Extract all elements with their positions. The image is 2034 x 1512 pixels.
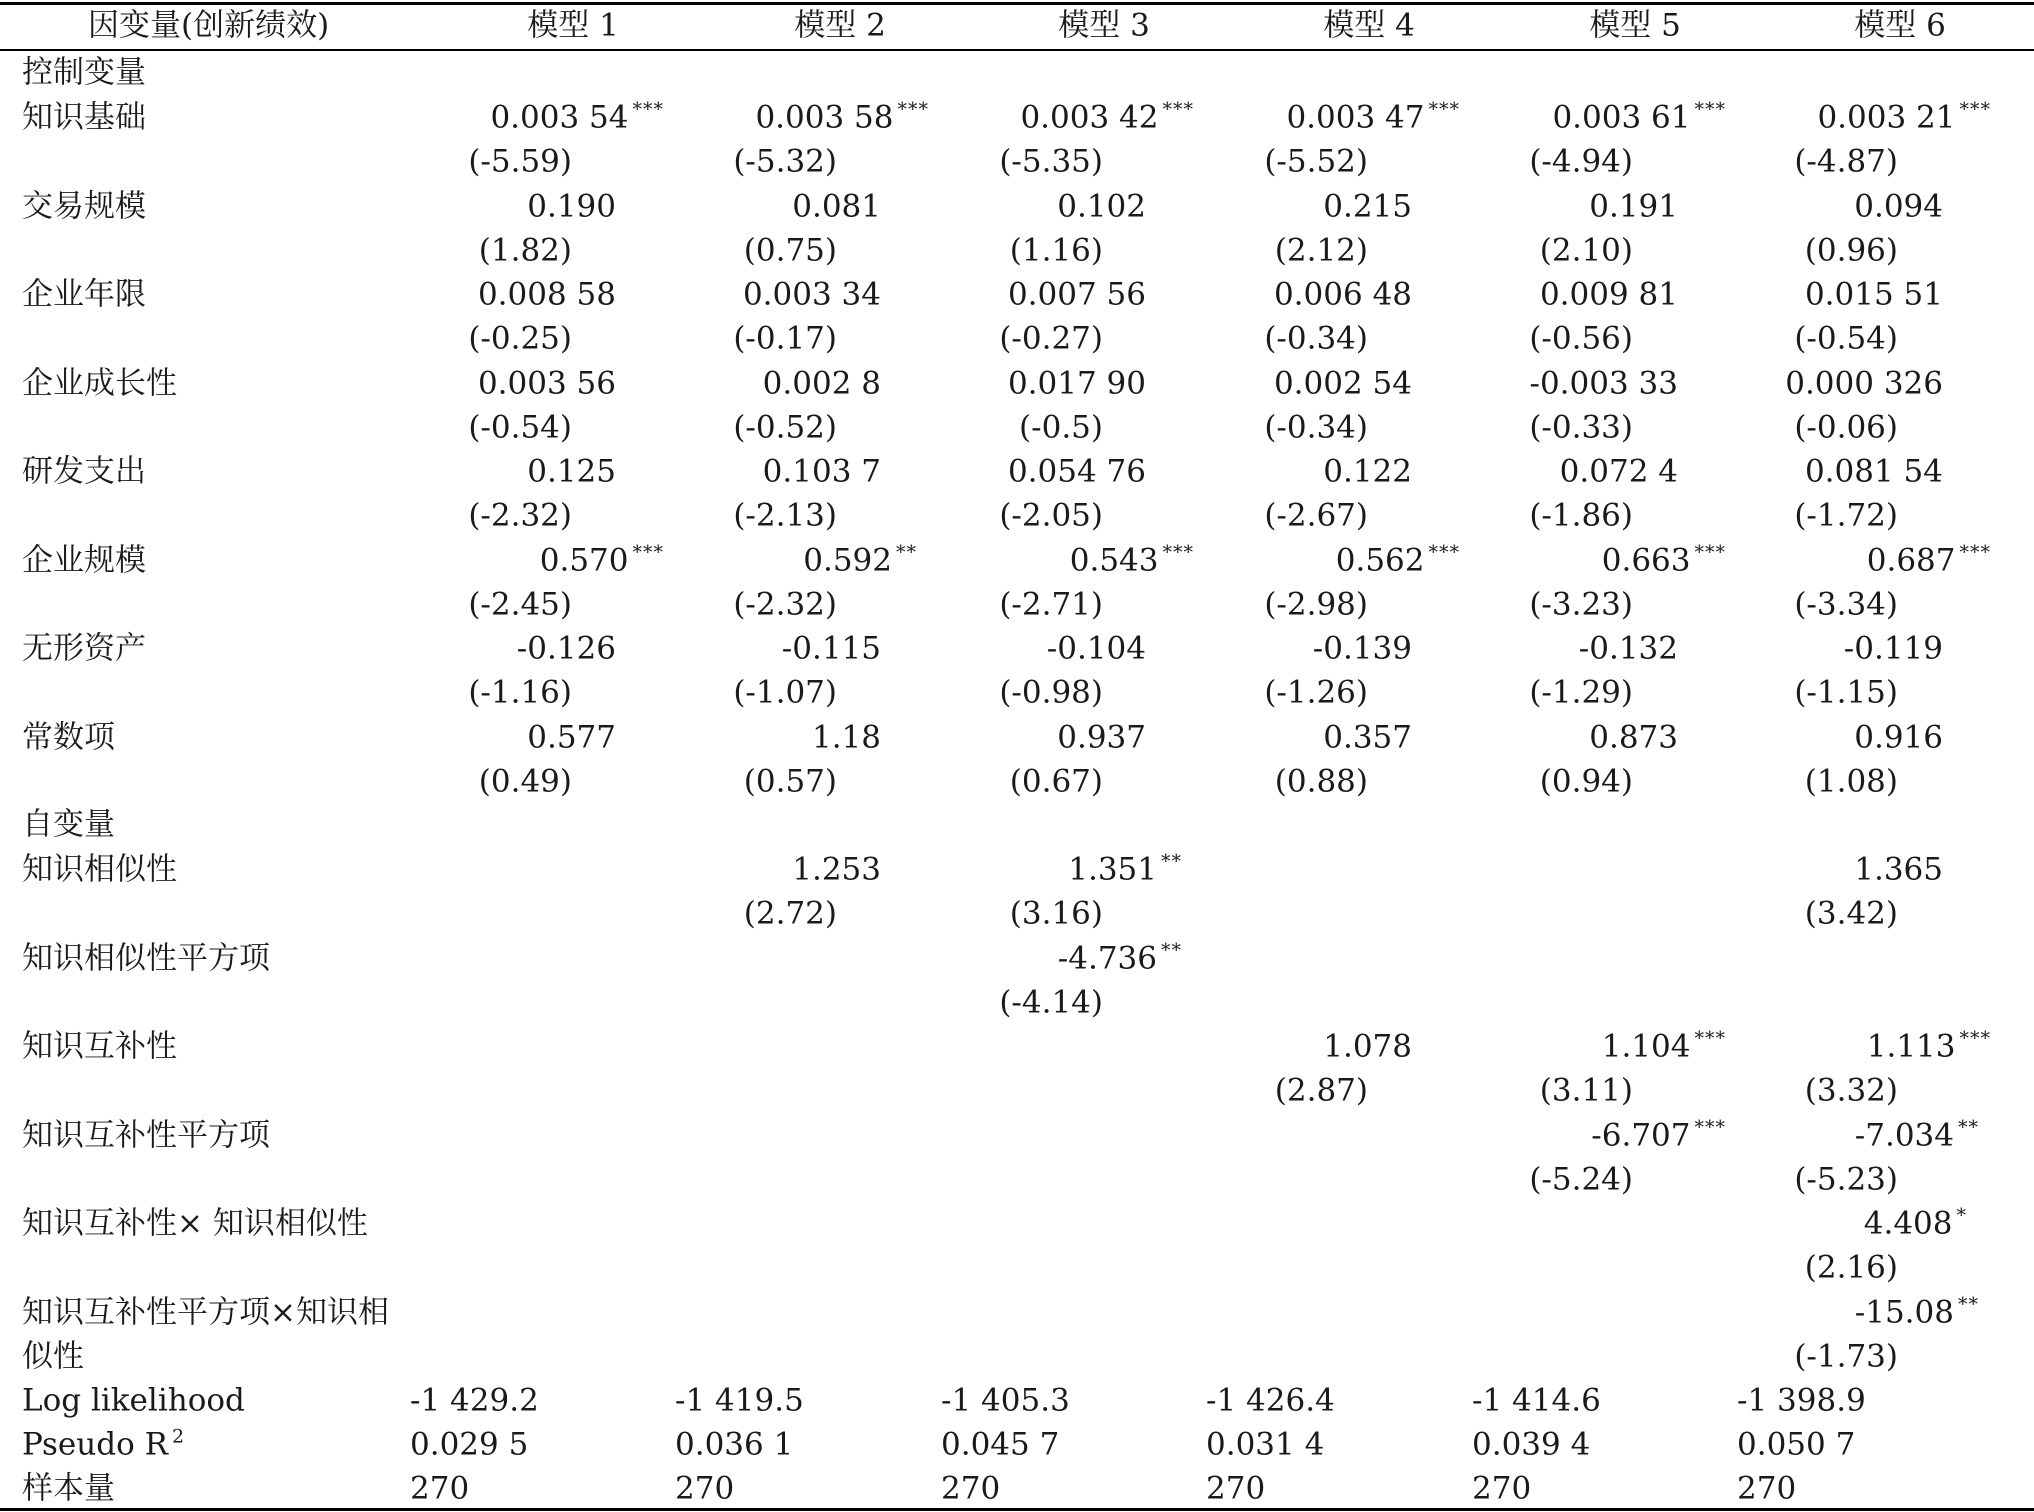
coefficient [1854, 1116, 1979, 1153]
coefficient [1007, 365, 1146, 401]
coefficient-value: 0.000 326 [1785, 365, 1943, 401]
t-statistic: (2.87) [1274, 1072, 1368, 1109]
row-label: 交易规模 [22, 188, 146, 224]
significance-stars: *** [632, 98, 664, 121]
coefficient [1020, 98, 1194, 136]
coefficient [1817, 98, 1991, 136]
significance-stars: *** [632, 541, 664, 563]
footer-label: 样本量 [22, 1470, 115, 1507]
coefficient-value: 1.078 [1323, 1028, 1412, 1065]
t-statistic: (0.96) [1804, 232, 1898, 268]
t-statistic: (-5.35) [999, 143, 1103, 180]
t-statistic: (0.49) [478, 763, 572, 799]
coefficient-value: 0.094 [1854, 188, 1943, 224]
t-statistic: (-0.98) [999, 674, 1103, 711]
t-statistic: (-1.72) [1794, 497, 1898, 534]
footer-label: Log likelihood [22, 1382, 245, 1419]
coefficient [811, 719, 881, 755]
coefficient-value: 0.916 [1854, 719, 1943, 755]
coefficient-value: 0.081 54 [1804, 453, 1943, 490]
coefficient-value: 0.577 [527, 719, 616, 755]
coefficient-value: -0.126 [516, 630, 616, 667]
significance-stars: *** [1959, 1027, 1991, 1050]
coefficient-value: 0.663 [1601, 542, 1691, 578]
t-statistic: (-1.86) [1529, 497, 1633, 534]
t-statistic: (0.57) [743, 763, 837, 799]
t-statistic: (-0.5) [1019, 409, 1103, 445]
coefficient [1323, 453, 1412, 490]
significance-stars: ** [1161, 850, 1182, 873]
footer-label: Pseudo R $^2$ [22, 1425, 186, 1463]
footer-value: 0.031 4 [1206, 1426, 1325, 1463]
row-label: 企业成长性 [22, 365, 177, 401]
coefficient-value: -7.034 [1854, 1117, 1954, 1153]
coefficient-value: -0.119 [1843, 630, 1943, 667]
coefficient [1854, 851, 1943, 888]
model-header: 模型 6 [1854, 7, 1946, 44]
coefficient-value: 1.253 [792, 851, 881, 888]
coefficient-value: 0.003 34 [742, 276, 881, 313]
coefficient [1843, 630, 1943, 667]
coefficient-value: 0.003 21 [1817, 99, 1956, 136]
row-label-cont: 似性 [22, 1338, 84, 1374]
row-label: 企业规模 [22, 542, 146, 578]
coefficient-value: 0.102 [1057, 188, 1146, 224]
t-statistic: (-2.45) [468, 586, 572, 622]
coefficient-value: 0.125 [527, 453, 616, 490]
coefficient-value: 0.006 48 [1273, 276, 1412, 313]
coefficient [490, 98, 664, 136]
t-statistic: (-0.54) [1794, 320, 1898, 357]
model-header: 模型 5 [1589, 7, 1681, 44]
t-statistic: (-0.54) [468, 409, 572, 445]
coefficient [803, 541, 917, 578]
significance-stars: *** [1162, 98, 1194, 121]
t-statistic: (-4.87) [1794, 143, 1898, 180]
significance-stars: *** [1428, 541, 1460, 563]
coefficient-value: 0.054 76 [1007, 453, 1146, 490]
coefficient [1323, 188, 1412, 224]
significance-stars: * [1956, 1204, 1967, 1227]
coefficient-value: 0.003 58 [755, 99, 894, 136]
t-statistic: (-2.05) [999, 497, 1103, 534]
coefficient [1273, 365, 1412, 401]
coefficient [1069, 541, 1194, 578]
t-statistic: (0.94) [1539, 763, 1633, 799]
coefficient [527, 719, 616, 755]
t-statistic: (-2.32) [468, 497, 572, 534]
t-statistic: (-2.13) [733, 497, 837, 534]
significance-stars: *** [1694, 1116, 1726, 1138]
footer-value: -1 414.6 [1472, 1382, 1601, 1419]
coefficient-value: 0.081 [792, 188, 881, 224]
coefficient-value: 0.215 [1323, 188, 1412, 224]
footer-value: 0.036 1 [675, 1426, 794, 1463]
t-statistic: (-1.29) [1529, 674, 1633, 711]
significance-stars: *** [1694, 98, 1726, 121]
coefficient [755, 98, 929, 136]
t-statistic: (-0.34) [1264, 320, 1368, 357]
footer-value: -1 429.2 [410, 1382, 539, 1419]
footer-value: -1 419.5 [675, 1382, 804, 1419]
significance-stars: ** [896, 541, 917, 563]
coefficient [1529, 365, 1678, 401]
coefficient-value: 0.592 [803, 542, 892, 578]
footer-value: -1 405.3 [941, 1382, 1070, 1419]
model-header: 模型 2 [794, 7, 886, 44]
coefficient [539, 541, 664, 578]
t-statistic: (-1.16) [468, 674, 572, 711]
t-statistic: (-2.32) [733, 586, 837, 622]
coefficient-value: 0.122 [1323, 453, 1412, 490]
coefficient-value: 1.365 [1854, 851, 1943, 888]
t-statistic: (-5.32) [733, 143, 837, 180]
coefficient [1589, 719, 1678, 755]
coefficient [1057, 719, 1146, 755]
row-label: 知识基础 [22, 99, 146, 136]
t-statistic: (-5.59) [468, 143, 572, 180]
coefficient [1539, 276, 1678, 313]
t-statistic: (0.67) [1009, 763, 1103, 799]
t-statistic: (3.11) [1539, 1072, 1633, 1109]
coefficient-value: 0.003 54 [490, 99, 629, 136]
coefficient-value: 0.570 [539, 542, 629, 578]
footer-value: 270 [1737, 1470, 1797, 1507]
coefficient-value: 0.007 56 [1007, 276, 1146, 313]
t-statistic: (-0.34) [1264, 409, 1368, 445]
coefficient [1559, 453, 1678, 490]
coefficient [1007, 453, 1146, 490]
t-statistic: (-5.24) [1529, 1161, 1633, 1197]
t-statistic: (-2.67) [1264, 497, 1368, 534]
coefficient [1286, 98, 1460, 136]
coefficient-value: 0.003 42 [1020, 99, 1159, 136]
coefficient [477, 365, 616, 401]
coefficient [1335, 541, 1460, 578]
coefficient [1601, 541, 1726, 578]
t-statistic: (1.82) [478, 232, 572, 268]
coefficient [1552, 98, 1726, 136]
coefficient [527, 453, 616, 490]
coefficient [792, 188, 881, 224]
t-statistic: (2.10) [1539, 232, 1633, 268]
row-label: 知识互补性平方项 [22, 1117, 270, 1153]
header-rule [0, 49, 2034, 51]
coefficient-value: -0.104 [1046, 630, 1146, 667]
footer-value: 0.050 7 [1737, 1426, 1856, 1463]
t-statistic: (-1.07) [733, 674, 837, 711]
coefficient-value: 0.002 54 [1273, 365, 1412, 401]
model-header: 模型 3 [1058, 7, 1150, 44]
coefficient [1785, 365, 1943, 401]
coefficient [762, 453, 881, 490]
coefficient-value: 1.113 [1866, 1028, 1956, 1065]
coefficient-value: -0.132 [1578, 630, 1678, 667]
coefficient-value: 0.357 [1323, 719, 1412, 755]
coefficient-value: 1.18 [811, 719, 881, 755]
coefficient-value: 0.190 [527, 188, 616, 224]
row-label: 企业年限 [22, 276, 146, 313]
row-label: 知识相似性 [22, 851, 177, 888]
t-statistic: (-1.26) [1264, 674, 1368, 711]
footer-value: 270 [1472, 1470, 1532, 1507]
significance-stars: ** [1958, 1116, 1979, 1138]
t-statistic: (1.08) [1804, 763, 1898, 799]
coefficient [1601, 1027, 1726, 1065]
significance-stars: *** [1428, 98, 1460, 121]
t-statistic: (2.12) [1274, 232, 1368, 268]
coefficient [477, 276, 616, 313]
coefficient [1804, 453, 1943, 490]
coefficient [792, 851, 881, 888]
coefficient [1854, 188, 1943, 224]
t-statistic: (-0.33) [1529, 409, 1633, 445]
coefficient [781, 630, 881, 667]
t-statistic: (1.16) [1009, 232, 1103, 268]
coefficient [1057, 939, 1182, 976]
footer-value: 270 [675, 1470, 735, 1507]
footer-value: 0.029 5 [410, 1426, 529, 1463]
row-label: 知识互补性 [22, 1028, 177, 1065]
coefficient-value: -4.736 [1057, 940, 1157, 976]
t-statistic: (3.42) [1804, 895, 1898, 932]
significance-stars: *** [1694, 1027, 1726, 1050]
t-statistic: (2.16) [1804, 1249, 1898, 1286]
t-statistic: (-0.52) [733, 409, 837, 445]
model-header: 模型 4 [1323, 7, 1415, 44]
coefficient [527, 188, 616, 224]
coefficient-value: 0.543 [1069, 542, 1159, 578]
coefficient [762, 365, 881, 401]
t-statistic: (-5.52) [1264, 143, 1368, 180]
t-statistic: (-0.27) [999, 320, 1103, 357]
coefficient [1578, 630, 1678, 667]
footer-value: 270 [410, 1470, 470, 1507]
coefficient [1589, 188, 1678, 224]
t-statistic: (-3.34) [1794, 586, 1898, 622]
t-statistic: (-5.23) [1794, 1161, 1898, 1197]
footer-value: 0.039 4 [1472, 1426, 1591, 1463]
t-statistic: (3.16) [1009, 895, 1103, 932]
coefficient-value: 0.003 56 [477, 365, 616, 401]
t-statistic: (-4.94) [1529, 143, 1633, 180]
row-label: 知识互补性平方项×知识相 [22, 1294, 389, 1330]
footer-value: 0.045 7 [941, 1426, 1060, 1463]
significance-stars: ** [1161, 939, 1182, 961]
t-statistic: (-0.56) [1529, 320, 1633, 357]
t-statistic: (0.88) [1274, 763, 1368, 799]
significance-stars: *** [1694, 541, 1726, 563]
t-statistic: (-1.15) [1794, 674, 1898, 711]
coefficient [1273, 276, 1412, 313]
coefficient-value: 0.009 81 [1539, 276, 1678, 313]
model-header: 模型 1 [527, 7, 619, 44]
t-statistic: (-1.73) [1794, 1338, 1898, 1374]
t-statistic: (3.32) [1804, 1072, 1898, 1109]
coefficient-value: 0.873 [1589, 719, 1678, 755]
coefficient-value: 0.003 61 [1552, 99, 1691, 136]
section-controls: 控制变量 [22, 54, 146, 91]
top-rule [0, 2, 2034, 5]
section-independent: 自变量 [22, 806, 115, 843]
header-stub: 因变量(创新绩效) [88, 7, 330, 44]
coefficient [1057, 188, 1146, 224]
coefficient-value: 0.017 90 [1007, 365, 1146, 401]
t-statistic: (-3.23) [1529, 586, 1633, 622]
footer-value: -1 398.9 [1737, 1382, 1866, 1419]
coefficient [1866, 1027, 1991, 1065]
t-statistic: (-0.06) [1794, 409, 1898, 445]
t-statistic: (0.75) [743, 232, 837, 268]
coefficient [516, 630, 616, 667]
footer-label-superscript: 2 [171, 1425, 186, 1448]
significance-stars: *** [1959, 541, 1991, 563]
t-statistic: (-2.71) [999, 586, 1103, 622]
coefficient [1866, 541, 1991, 578]
t-statistic: (-4.14) [999, 984, 1103, 1020]
coefficient-value: 0.191 [1589, 188, 1678, 224]
coefficient-value: 0.687 [1866, 542, 1956, 578]
coefficient-value: 1.104 [1601, 1028, 1691, 1065]
coefficient-value: 0.002 8 [762, 365, 881, 401]
coefficient [1863, 1204, 1967, 1242]
row-label: 知识互补性× 知识相似性 [22, 1205, 368, 1242]
coefficient-value: 0.103 7 [762, 453, 881, 490]
coefficient [1323, 1028, 1412, 1065]
footer-value: -1 426.4 [1206, 1382, 1335, 1419]
significance-stars: ** [1958, 1293, 1979, 1315]
coefficient [1854, 1293, 1979, 1330]
row-label: 无形资产 [22, 630, 146, 667]
significance-stars: *** [1959, 98, 1991, 121]
row-label: 常数项 [22, 719, 115, 755]
coefficient-value: 0.003 47 [1286, 99, 1425, 136]
coefficient-value: 1.351 [1068, 851, 1157, 888]
row-label: 研发支出 [22, 453, 146, 490]
footer-value: 270 [941, 1470, 1001, 1507]
coefficient-value: 0.937 [1057, 719, 1146, 755]
coefficient [742, 276, 881, 313]
footer-value: 270 [1206, 1470, 1266, 1507]
coefficient-value: 4.408 [1863, 1205, 1953, 1242]
t-statistic: (-0.25) [468, 320, 572, 357]
row-label: 知识相似性平方项 [22, 940, 270, 976]
coefficient [1591, 1116, 1726, 1153]
t-statistic: (2.72) [743, 895, 837, 932]
coefficient-value: 0.072 4 [1559, 453, 1678, 490]
significance-stars: *** [897, 98, 929, 121]
coefficient [1804, 276, 1943, 313]
coefficient-value: 0.015 51 [1804, 276, 1943, 313]
bottom-rule [0, 1508, 2034, 1511]
coefficient [1046, 630, 1146, 667]
coefficient-value: -0.003 33 [1529, 365, 1678, 401]
coefficient [1854, 719, 1943, 755]
coefficient-value: -15.08 [1854, 1294, 1954, 1330]
significance-stars: *** [1162, 541, 1194, 563]
t-statistic: (-0.17) [733, 320, 837, 357]
coefficient-value: -6.707 [1591, 1117, 1691, 1153]
coefficient-value: -0.139 [1312, 630, 1412, 667]
coefficient-value: 0.008 58 [477, 276, 616, 313]
coefficient-value: 0.562 [1335, 542, 1425, 578]
coefficient [1068, 850, 1182, 888]
coefficient [1323, 719, 1412, 755]
coefficient [1007, 276, 1146, 313]
coefficient-value: -0.115 [781, 630, 881, 667]
coefficient [1312, 630, 1412, 667]
t-statistic: (-2.98) [1264, 586, 1368, 622]
